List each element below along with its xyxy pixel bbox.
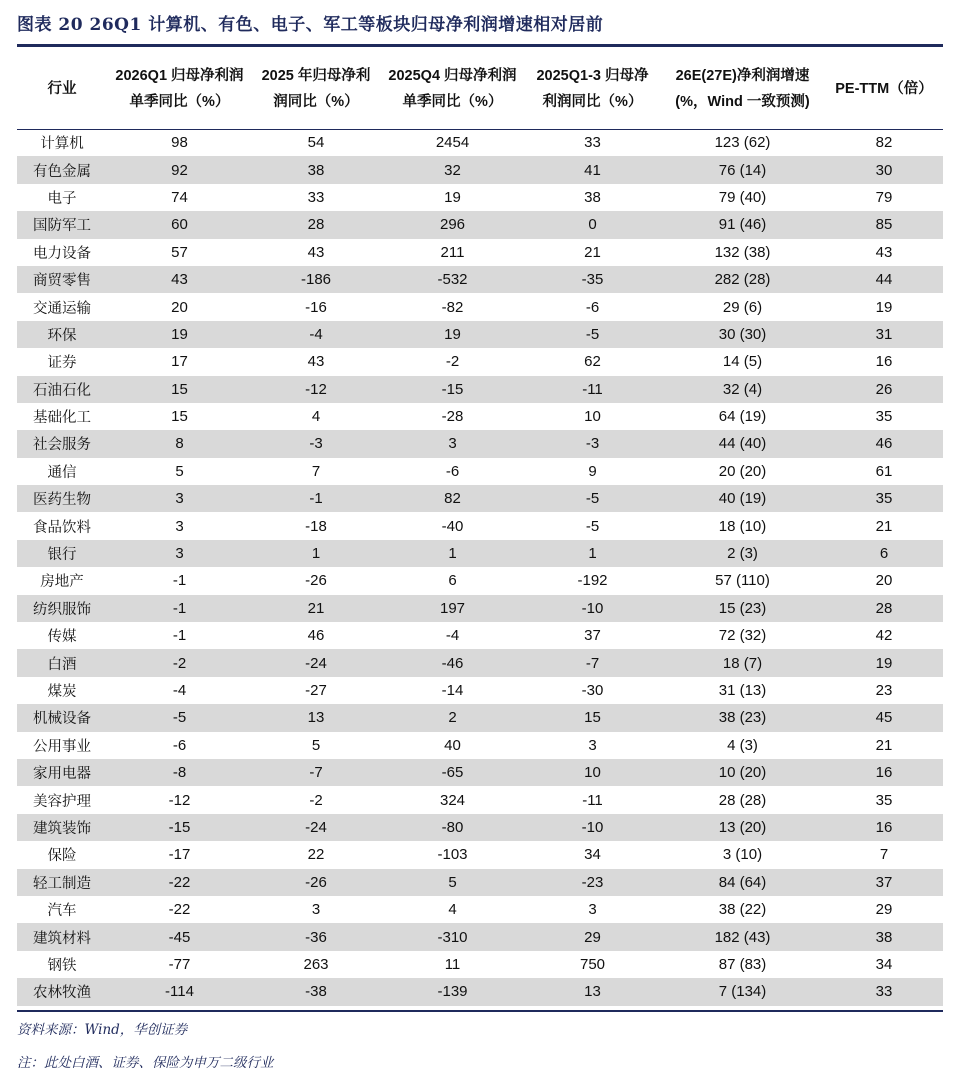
value-cell: -114 [165,983,194,1001]
value-cell: -17 [168,846,191,864]
value-cell: 18 (10) [718,517,767,535]
value-cell: -1 [172,627,187,645]
value-cell: -28 [441,408,464,426]
table-row [17,485,943,512]
value-cell: -22 [168,901,191,919]
value-cell: -186 [300,271,332,289]
value-cell: -65 [441,764,464,782]
value-cell: -3 [309,435,323,453]
value-cell: 2 [448,709,457,727]
value-cell: -310 [437,928,468,946]
value-cell: 15 [584,709,601,727]
value-cell: -10 [581,818,604,836]
value-cell: 21 [307,599,325,617]
value-cell: 3 [175,517,184,535]
value-cell: -22 [168,873,191,891]
value-cell: 263 [303,955,329,973]
value-cell: 34 [875,955,893,973]
industry-cell: 商贸零售 [33,273,91,290]
value-cell: 20 [875,572,893,590]
value-cell: 84 (64) [718,873,767,891]
table-row [17,376,943,403]
table-row [17,786,943,813]
industry-cell: 汽车 [47,903,77,920]
table-row [17,567,943,594]
value-cell: 42 [875,627,893,645]
value-cell: 1 [588,545,597,563]
table-body [17,129,943,1006]
value-cell: 98 [171,134,188,152]
value-cell: 29 [875,901,893,919]
value-cell: 5 [175,462,184,480]
table-row [17,622,943,649]
value-cell: 40 [444,736,461,754]
value-cell: 2 (3) [727,545,758,563]
value-cell: 5 [311,736,321,754]
value-cell: -6 [172,736,187,754]
value-cell: 7 [879,846,889,864]
figure-title: 图表 20 26Q1 计算机、有色、电子、军工等板块归母净利润增速相对居前 [17,15,604,35]
value-cell: -82 [441,298,464,316]
value-cell: 17 [171,353,188,371]
industry-cell: 建筑材料 [33,930,91,947]
value-cell: 15 [171,408,188,426]
footnote: 注：此处白酒、证券、保险为申万二级行业 [17,1055,274,1071]
value-cell: 20 (20) [718,462,767,480]
table-row [17,512,943,539]
table-row [17,321,943,348]
value-cell: 33 [875,983,893,1001]
value-cell: 34 [584,846,601,864]
value-cell: 40 (19) [718,490,767,508]
table-row [17,184,943,211]
value-cell: 41 [584,161,601,179]
value-cell: 13 (20) [718,818,767,836]
value-cell: 29 (6) [722,298,763,316]
value-cell: 15 (23) [718,599,767,617]
value-cell: 3 [311,901,321,919]
value-cell: -15 [441,380,464,398]
industry-cell: 美容护理 [33,793,91,810]
value-cell: 43 [307,353,325,371]
value-cell: -38 [305,983,327,1001]
table-row [17,896,943,923]
value-cell: -16 [305,298,327,316]
column-header: PE-TTM（倍） [825,49,943,129]
value-cell: -11 [582,380,603,398]
value-cell: -6 [585,298,600,316]
value-cell: -2 [172,654,187,672]
industry-cell: 电子 [47,190,77,207]
value-cell: 19 [875,654,893,672]
value-cell: -15 [168,818,191,836]
value-cell: 13 [307,709,325,727]
column-header: 行业 [17,49,107,129]
value-cell: -35 [581,271,604,289]
value-cell: 28 (28) [718,791,767,809]
industry-cell: 纺织服饰 [33,601,91,618]
value-cell: 62 [584,353,601,371]
value-cell: 132 (38) [714,243,771,261]
industry-cell: 国防军工 [33,218,91,235]
value-cell: -2 [309,791,323,809]
value-cell: 30 (30) [718,325,767,343]
industry-cell: 食品饮料 [33,519,91,536]
value-cell: 26 [875,380,893,398]
industry-cell: 证券 [47,355,77,372]
industry-cell: 钢铁 [47,957,77,974]
value-cell: 22 [307,846,325,864]
value-cell: 16 [875,764,893,782]
value-cell: 87 (83) [718,955,767,973]
value-cell: 33 [307,188,325,206]
column-header: 2025Q1-3 归母净利润同比（%） [525,49,660,129]
table-row [17,458,943,485]
value-cell: 182 (43) [714,928,771,946]
value-cell: 31 [875,325,893,343]
industry-cell: 煤炭 [47,684,77,700]
value-cell: 38 (22) [718,901,767,919]
value-cell: 10 [584,764,601,782]
value-cell: -77 [168,955,191,973]
value-cell: -14 [441,682,464,699]
value-cell: -4 [445,627,460,645]
value-cell: -7 [585,654,600,672]
value-cell: -11 [582,791,603,809]
value-cell: -8 [172,764,187,782]
industry-cell: 农林牧渔 [33,985,91,1002]
table-row [17,129,943,156]
value-cell: -1 [172,572,187,590]
industry-cell: 家用电器 [33,766,91,783]
value-cell: 2454 [435,134,470,152]
value-cell: -18 [305,517,327,535]
industry-cell: 基础化工 [33,410,91,427]
value-cell: -80 [441,818,464,836]
value-cell: 123 (62) [714,134,771,152]
value-cell: -24 [305,818,327,836]
value-cell: 197 [439,599,466,617]
value-cell: 28 [307,216,325,234]
value-cell: 54 [307,134,325,152]
value-cell: 61 [875,462,893,480]
table-row [17,430,943,457]
table-header-row [17,49,943,129]
table-row [17,595,943,622]
column-header: 26E(27E)净利润增速(%，Wind 一致预测) [660,49,825,129]
value-cell: -40 [441,517,464,535]
industry-cell: 机械设备 [33,711,91,728]
table-row [17,923,943,950]
value-cell: 5 [448,873,457,891]
value-cell: 43 [307,243,325,261]
value-cell: 72 (32) [718,627,767,645]
value-cell: 33 [584,134,601,152]
value-cell: -46 [441,654,464,672]
value-cell: 10 (20) [718,764,767,782]
value-cell: 6 [448,572,457,590]
value-cell: -27 [305,682,327,699]
table-row [17,403,943,430]
value-cell: 15 [171,380,188,398]
value-cell: 19 [444,188,461,206]
value-cell: 1 [448,545,457,563]
value-cell: -4 [172,682,187,699]
table-row [17,540,943,567]
value-cell: 79 [875,188,893,206]
value-cell: -5 [585,325,600,343]
value-cell: 0 [588,216,597,234]
table-bottom-rule [17,1010,943,1012]
value-cell: -532 [437,271,468,289]
value-cell: 282 (28) [714,271,771,289]
value-cell: 74 [171,188,188,206]
industry-cell: 石油石化 [33,382,91,399]
source-note: 资料来源：Wind，华创证券 [17,1022,188,1038]
value-cell: 21 [584,243,601,261]
value-cell: 14 (5) [722,353,763,371]
value-cell: 57 (110) [715,572,770,590]
value-cell: 20 [171,298,188,316]
industry-cell: 房地产 [40,574,84,591]
value-cell: -10 [581,599,604,617]
value-cell: -5 [585,490,600,508]
value-cell: 296 [439,216,466,234]
value-cell: -7 [309,764,323,782]
industry-cell: 医药生物 [33,492,91,509]
value-cell: -24 [305,654,327,672]
value-cell: -5 [172,709,187,727]
table-row [17,704,943,731]
value-cell: 79 (40) [718,188,767,206]
table-row [17,951,943,978]
value-cell: -139 [437,983,468,1001]
industry-cell: 公用事业 [33,738,91,755]
industry-cell: 通信 [47,464,77,481]
value-cell: 37 [875,873,893,891]
value-cell: 750 [579,955,606,973]
value-cell: 8 [175,435,184,453]
table-row [17,293,943,320]
value-cell: 3 (10) [722,846,763,864]
value-cell: 92 [171,161,188,179]
value-cell: -45 [168,928,191,946]
value-cell: 44 (40) [718,435,767,453]
value-cell: 3 [175,545,184,563]
value-cell: -30 [581,682,604,699]
industry-cell: 电力设备 [33,245,91,262]
value-cell: 21 [875,736,893,754]
table-row [17,239,943,266]
value-cell: 4 (3) [727,736,758,754]
value-cell: -1 [309,490,323,508]
industry-cell: 社会服务 [33,437,91,454]
value-cell: 76 (14) [718,161,767,179]
table-row [17,978,943,1005]
value-cell: -12 [305,380,327,398]
value-cell: 57 [171,243,188,261]
value-cell: 46 [307,627,325,645]
value-cell: 64 (19) [718,408,767,426]
value-cell: -26 [305,572,327,590]
value-cell: 43 [875,243,893,261]
table-row [17,759,943,786]
value-cell: 38 [584,188,601,206]
table-row [17,266,943,293]
value-cell: 44 [875,271,893,289]
industry-cell: 轻工制造 [33,875,91,892]
value-cell: 35 [875,408,893,426]
value-cell: 3 [588,736,597,754]
industry-cell: 有色金属 [33,163,91,180]
value-cell: 82 [875,134,893,152]
table-row [17,814,943,841]
value-cell: 30 [875,161,893,179]
table-row [17,649,943,676]
column-header: 2025Q4 归母净利润单季同比（%） [380,49,525,129]
value-cell: -5 [585,517,600,535]
industry-cell: 交通运输 [33,300,91,317]
value-cell: 19 [444,325,461,343]
value-cell: 7 [311,462,321,480]
value-cell: 85 [875,216,893,234]
value-cell: 45 [875,709,893,727]
industry-cell: 传媒 [47,629,77,646]
value-cell: -36 [305,928,327,946]
table-row [17,677,943,704]
table-row [17,156,943,183]
value-cell: 35 [875,490,893,508]
value-cell: 31 (13) [718,682,767,699]
industry-cell: 白酒 [47,656,77,673]
value-cell: 7 (134) [718,983,767,1001]
value-cell: 16 [875,818,893,836]
value-cell: 3 [175,490,184,508]
table-row [17,841,943,868]
industry-cell: 环保 [47,327,77,344]
value-cell: 211 [440,243,465,261]
value-cell: -103 [437,846,468,864]
industry-cell: 银行 [47,547,77,564]
value-cell: 91 (46) [718,216,767,234]
industry-cell: 保险 [47,848,77,865]
value-cell: 35 [875,791,893,809]
value-cell: -12 [168,791,191,809]
value-cell: -6 [445,462,460,480]
table-row [17,211,943,238]
industry-cell: 建筑装饰 [33,820,91,837]
value-cell: 21 [875,517,893,535]
value-cell: -23 [581,873,604,891]
value-cell: 32 [444,161,461,179]
value-cell: 38 (23) [718,709,767,727]
value-cell: 82 [444,490,461,508]
industry-cell: 计算机 [40,136,84,153]
value-cell: -1 [172,599,187,617]
table-row [17,348,943,375]
value-cell: 3 [588,901,597,919]
value-cell: 19 [171,325,188,343]
value-cell: 11 [444,955,461,973]
value-cell: 1 [311,545,321,563]
value-cell: 4 [448,901,457,919]
value-cell: 32 (4) [722,380,763,398]
value-cell: 19 [875,298,893,316]
column-header: 2025 年归母净利润同比（%） [252,49,380,129]
value-cell: 4 [311,408,321,426]
value-cell: 29 [584,928,601,946]
value-cell: 9 [588,462,597,480]
value-cell: 37 [584,627,601,645]
value-cell: 324 [439,791,466,809]
value-cell: -4 [309,325,323,343]
value-cell: 60 [171,216,188,234]
title-rule [17,44,943,47]
data-table [17,49,943,1006]
value-cell: 16 [875,353,893,371]
value-cell: -2 [445,353,460,371]
value-cell: -192 [577,572,608,590]
value-cell: -26 [305,873,327,891]
value-cell: 46 [875,435,893,453]
table-row [17,732,943,759]
value-cell: 10 [584,408,601,426]
value-cell: 23 [875,682,893,699]
value-cell: -3 [585,435,600,453]
value-cell: 38 [307,161,325,179]
value-cell: 3 [448,435,457,453]
value-cell: 43 [171,271,188,289]
column-header: 2026Q1 归母净利润单季同比（%） [107,49,252,129]
value-cell: 18 (7) [722,654,763,672]
value-cell: 38 [875,928,893,946]
value-cell: 28 [875,599,893,617]
value-cell: 6 [879,545,889,563]
value-cell: 13 [584,983,601,1001]
table-row [17,869,943,896]
